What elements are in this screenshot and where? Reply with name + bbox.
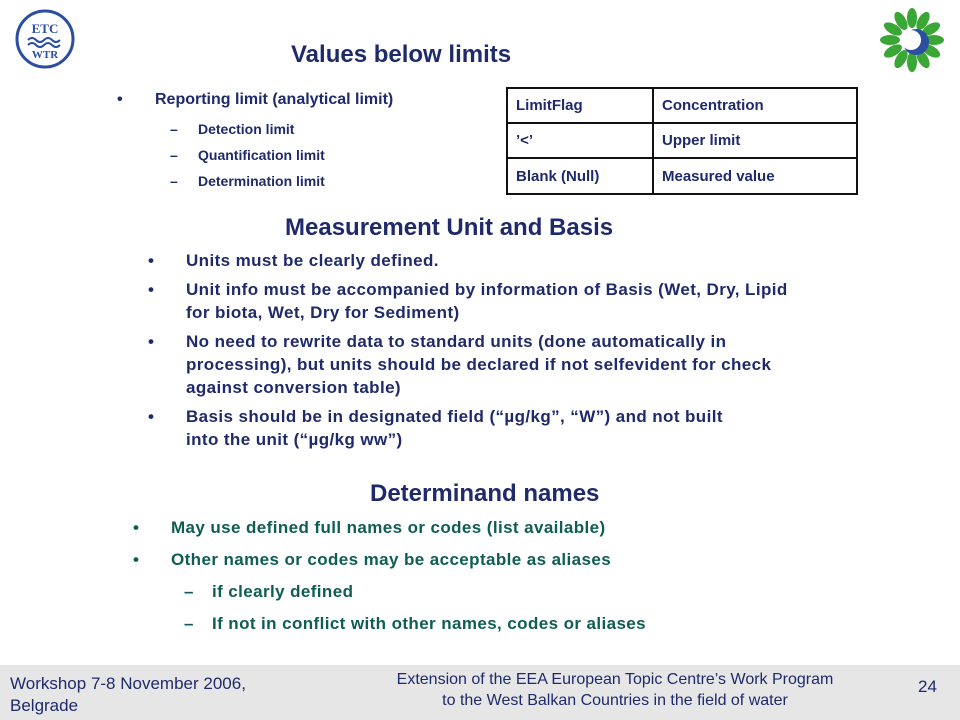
etc-logo-text-top: ETC bbox=[31, 21, 59, 36]
bullet-item bbox=[133, 516, 811, 539]
etc-logo-text-bottom: WTR bbox=[31, 49, 59, 61]
bullet-item bbox=[148, 249, 816, 272]
limit-flag-table-wrapper bbox=[506, 87, 858, 195]
sub-item bbox=[170, 116, 538, 142]
bullet-text: Basis should be in designated field (“µg/kg”, “W”) and not built into the unit (“µg/kg ww”) bbox=[186, 407, 723, 449]
bullet-icon: • bbox=[148, 280, 155, 299]
bullet-item bbox=[148, 278, 816, 324]
sub-item-text: Determination limit bbox=[198, 173, 325, 189]
table-header-cell: Concentration bbox=[653, 88, 857, 123]
table-header-row bbox=[507, 88, 857, 123]
footer-program-line2: to the West Balkan Countries in the field of water bbox=[442, 692, 788, 709]
sub-item-text: if clearly defined bbox=[212, 582, 354, 601]
sub-item-text: If not in conflict with other names, codes or aliases bbox=[212, 614, 647, 633]
sub-item bbox=[170, 142, 538, 168]
table-cell: Blank (Null) bbox=[507, 158, 653, 194]
determinand-bullets bbox=[133, 516, 811, 635]
bullet-text: May use defined full names or codes (list available) bbox=[171, 518, 606, 537]
eea-logo bbox=[878, 6, 946, 74]
bullet-text: Other names or codes may be acceptable as aliases bbox=[171, 550, 612, 569]
table-cell: Upper limit bbox=[653, 123, 857, 158]
bullet-icon: • bbox=[133, 550, 140, 569]
footer-program bbox=[345, 669, 885, 711]
section-title-determinand-names: Determinand names bbox=[370, 480, 600, 507]
bullet-text: Unit info must be accompanied by information of Basis (Wet, Dry, Lipid for biota, Wet, Dry for Sediment) bbox=[186, 280, 788, 322]
bullet-icon: • bbox=[148, 332, 155, 351]
table-cell: Measured value bbox=[653, 158, 857, 194]
bullet-item bbox=[117, 89, 495, 111]
section-title-measurement-unit: Measurement Unit and Basis bbox=[285, 214, 614, 241]
table-row bbox=[507, 158, 857, 194]
footer-event-line1: Workshop 7-8 November 2006, bbox=[10, 674, 246, 693]
limit-flag-table bbox=[506, 87, 858, 195]
bullet-item bbox=[148, 330, 816, 399]
bullet-icon: • bbox=[117, 91, 123, 108]
bullet-icon: • bbox=[133, 518, 140, 537]
sub-item bbox=[184, 580, 852, 603]
sub-item-text: Quantification limit bbox=[198, 147, 325, 163]
dash-icon: – bbox=[184, 614, 194, 633]
page-number: 24 bbox=[918, 677, 937, 696]
measurement-bullets bbox=[148, 249, 816, 451]
bullet-item bbox=[148, 405, 726, 451]
section-title-values-below-limits: Values below limits bbox=[291, 41, 512, 68]
etc-wtr-logo bbox=[14, 8, 76, 70]
dash-icon: – bbox=[170, 173, 178, 189]
sub-item bbox=[170, 168, 538, 194]
sub-list bbox=[184, 580, 852, 635]
bullet-icon: • bbox=[148, 407, 155, 426]
footer-event-line2: Belgrade bbox=[10, 696, 79, 715]
bullet-item bbox=[133, 548, 811, 571]
table-row bbox=[507, 123, 857, 158]
dash-icon: – bbox=[170, 147, 178, 163]
dash-icon: – bbox=[184, 582, 194, 601]
bullet-icon: • bbox=[148, 251, 155, 270]
bullet-text: Reporting limit (analytical limit) bbox=[155, 91, 394, 108]
slide-footer bbox=[0, 665, 960, 720]
bullet-text: Units must be clearly defined. bbox=[186, 251, 439, 270]
dash-icon: – bbox=[170, 121, 178, 137]
sub-item-text: Detection limit bbox=[198, 121, 295, 137]
footer-program-line1: Extension of the EEA European Topic Centre’s Work Program bbox=[396, 671, 834, 688]
sub-item bbox=[184, 612, 852, 635]
footer-event bbox=[10, 673, 246, 717]
table-cell: ’<’ bbox=[507, 123, 653, 158]
sub-list bbox=[170, 116, 538, 194]
bullet-text: No need to rewrite data to standard units (done automatically in processing), but units should be declared if not selfevident for check against conversion table) bbox=[186, 332, 772, 397]
reporting-limit-block bbox=[117, 89, 495, 194]
table-header-cell: LimitFlag bbox=[507, 88, 653, 123]
